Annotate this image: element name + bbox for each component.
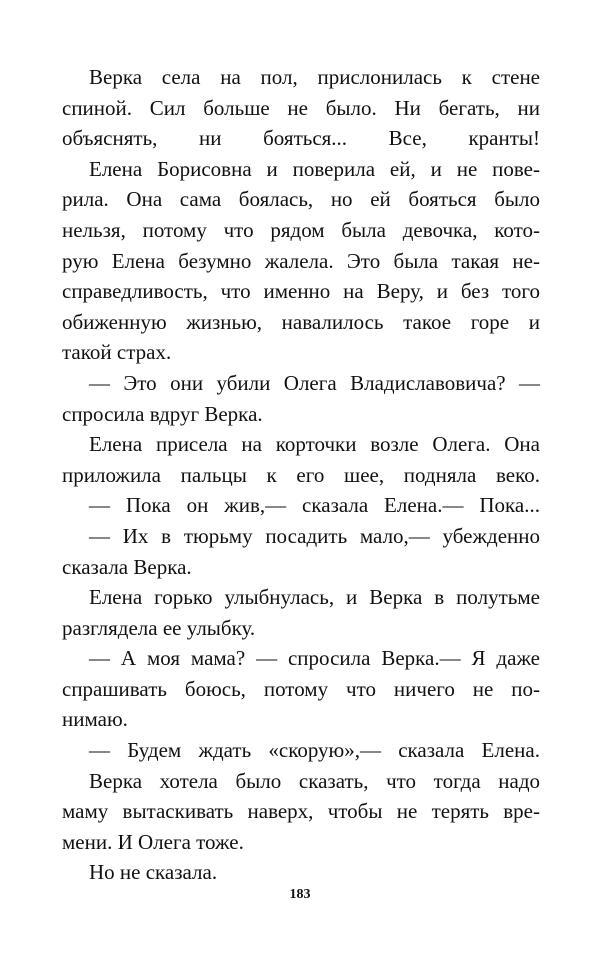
text-line: рую Елена безумно жалела. Это была такая не- xyxy=(62,248,540,273)
text-line: такой страх. xyxy=(62,340,172,365)
text-line: Елена горько улыбнулась, и Верка в полутьме xyxy=(89,585,540,610)
text-line: спрашивать боюсь, потому что ничего не по- xyxy=(62,676,540,701)
text-line: нельзя, потому что рядом была девочка, кото- xyxy=(62,217,540,242)
text-line: Но не сказала. xyxy=(89,860,218,885)
text-line: мени. И Олега тоже. xyxy=(62,829,244,854)
text-line: — А моя мама? — спросила Верка.— Я даже xyxy=(89,646,540,671)
text-line: нимаю. xyxy=(62,707,128,732)
text-line: маму вытаскивать наверх, чтобы не терять вре- xyxy=(62,799,540,824)
text-line: — Пока он жив,— сказала Елена.— Пока... xyxy=(89,493,540,518)
text-line: спиной. Сил больше не было. Ни бегать, ни xyxy=(62,95,540,120)
text-line: сказала Верка. xyxy=(62,554,192,579)
text-line: разглядела ее улыбку. xyxy=(62,615,256,640)
text-line: обиженную жизнью, навалилось такое горе и xyxy=(62,309,540,334)
text-line: Елена присела на корточки возле Олега. Она xyxy=(89,432,540,457)
page-number: 183 xyxy=(289,887,311,902)
text-line: — Их в тюрьму посадить мало,— убежденно xyxy=(89,523,540,548)
text-line: приложила пальцы к его шее, подняла веко. xyxy=(62,462,540,487)
body-text xyxy=(62,62,540,888)
text-line: Верка села на пол, прислонилась к стене xyxy=(89,65,540,89)
text-line: Елена Борисовна и поверила ей, и не пове- xyxy=(89,156,540,181)
text-line: — Будем ждать «скорую»,— сказала Елена. xyxy=(89,738,540,763)
text-line: справедливость, что именно на Веру, и без того xyxy=(62,279,540,304)
text-line: Верка хотела было сказать, что тогда надо xyxy=(89,768,540,793)
text-line: — Это они убили Олега Владиславовича? — xyxy=(89,370,540,395)
text-line: объяснять, ни бояться... Все, кранты! xyxy=(62,126,540,151)
text-line: рила. Она сама боялась, но ей бояться было xyxy=(62,187,540,212)
text-line: спросила вдруг Верка. xyxy=(62,401,263,426)
